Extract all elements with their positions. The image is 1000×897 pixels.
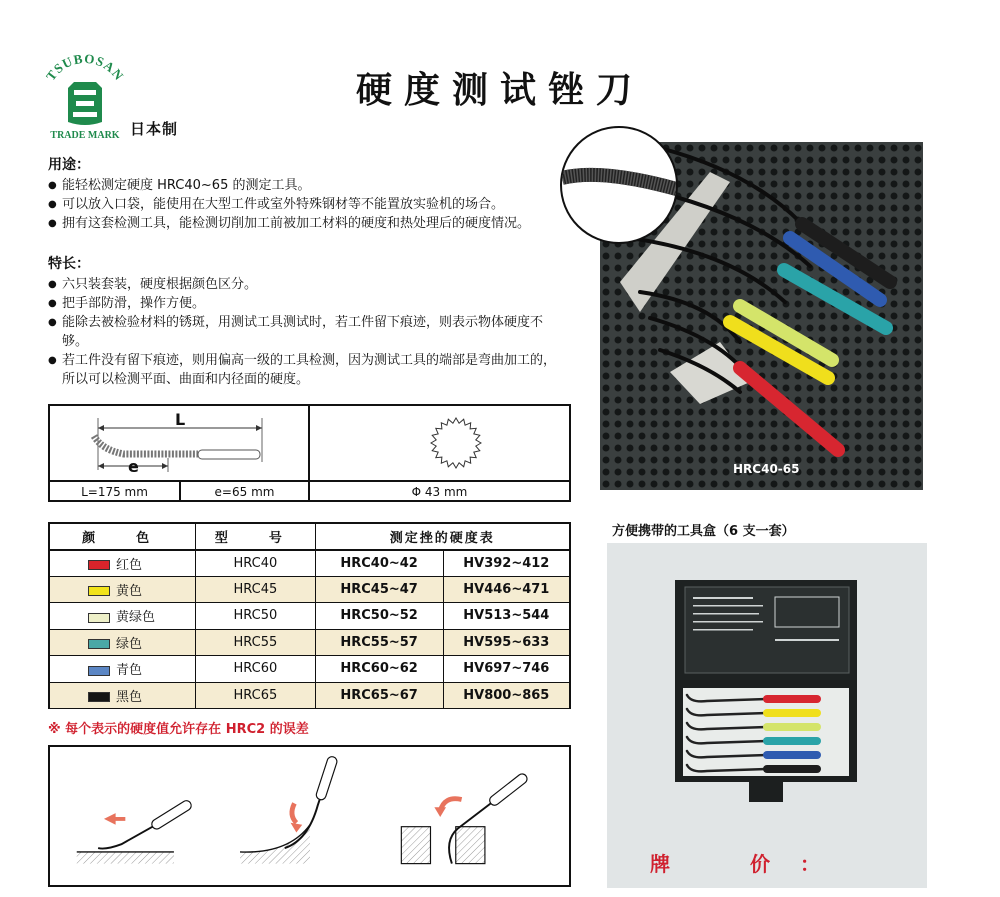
color-swatch <box>88 639 110 649</box>
uses-heading: 用途： <box>48 157 90 173</box>
features-item: ● 若工件没有留下痕迹，则用偏高一级的工具检测，因为测试工具的端部是弯曲加工的，所以可以检测平面、曲面和内径面的硬度。 <box>48 351 568 389</box>
toolbox-photo-area <box>607 543 927 888</box>
color-swatch <box>88 586 110 596</box>
hardness-table <box>48 522 571 709</box>
header-color: 颜 色 <box>49 523 196 550</box>
toolbox-illustration <box>607 543 927 888</box>
file-cross-section-icon <box>310 406 570 480</box>
uses-item: ● 拥有这套检测工具，能检测切削加工前被加工材料的硬度和热处理后的硬度情况。 <box>48 214 568 233</box>
photo-label: HRC40-65 <box>733 462 800 476</box>
color-name: 青色 <box>116 663 143 679</box>
hrc-range-cell: HRC60~62 <box>315 656 443 683</box>
curved-surface-illustration <box>240 755 338 863</box>
table-row <box>49 682 570 709</box>
table-row <box>49 603 570 630</box>
uses-item: ● 可以放入口袋，能使用在大型工件或室外特殊钢材等不能置放实验机的场合。 <box>48 195 568 214</box>
hv-range-cell: HV595~633 <box>443 629 570 656</box>
tolerance-note: ※ 每个表示的硬度值允许存在 HRC2 的误差 <box>48 722 309 737</box>
color-name: 黑色 <box>116 689 143 705</box>
uses-item: ● 能轻松测定硬度 HRC40~65 的测定工具。 <box>48 176 568 195</box>
table-row <box>49 629 570 656</box>
hv-range-cell: HV800~865 <box>443 682 570 709</box>
flat-surface-illustration <box>77 799 193 864</box>
page-title: 硬度测试锉刀 <box>355 70 644 111</box>
gear-outline <box>431 418 481 468</box>
hv-range-cell: HV392~412 <box>443 550 570 577</box>
model-cell: HRC60 <box>196 656 315 683</box>
hrc-range-cell: HRC65~67 <box>315 682 443 709</box>
color-swatch <box>88 613 110 623</box>
color-name: 绿色 <box>116 636 143 652</box>
color-cell <box>49 603 196 630</box>
effective-value: e=65 mm <box>214 485 275 499</box>
model-cell: HRC65 <box>196 682 315 709</box>
color-swatch <box>88 692 110 702</box>
hrc-range-cell: HRC40~42 <box>315 550 443 577</box>
color-swatch <box>88 666 110 676</box>
model-cell: HRC40 <box>196 550 315 577</box>
box-caption: 方便携带的工具盒（6 支一套） <box>612 524 795 539</box>
features-section <box>48 255 568 389</box>
price-label: 牌 价： <box>650 852 850 876</box>
table-row <box>49 656 570 683</box>
detail-zoom-circle <box>560 126 678 244</box>
header-model: 型 号 <box>196 523 315 550</box>
color-swatch <box>88 560 110 570</box>
hv-range-cell: HV446~471 <box>443 576 570 603</box>
hv-range-cell: HV697~746 <box>443 656 570 683</box>
hrc-range-cell: HRC45~47 <box>315 576 443 603</box>
header-hardness: 测定挫的硬度表 <box>315 523 570 550</box>
model-cell: HRC45 <box>196 576 315 603</box>
table-row <box>49 576 570 603</box>
color-cell <box>49 682 196 709</box>
brand-name: TSUBOSAN <box>42 52 128 84</box>
length-value: L=175 mm <box>81 485 148 499</box>
file-dimension-diagram <box>50 406 306 480</box>
features-item: ● 能除去被检验材料的锈斑，用测试工具测试时，若工件留下痕迹，则表示物体硬度不够。 <box>48 313 568 351</box>
hrc-range-cell: HRC50~52 <box>315 603 443 630</box>
color-cell <box>49 629 196 656</box>
color-cell <box>49 576 196 603</box>
hrc-range-cell: HRC55~57 <box>315 629 443 656</box>
hv-range-cell: HV513~544 <box>443 603 570 630</box>
color-cell <box>49 656 196 683</box>
made-in-label: 日本制 <box>130 120 179 138</box>
effective-label: e <box>128 457 139 476</box>
length-label: L <box>175 410 186 429</box>
diameter-value: Φ 43 mm <box>411 485 468 499</box>
features-heading: 特长： <box>48 256 90 272</box>
features-item: ● 把手部防滑，操作方便。 <box>48 294 568 313</box>
color-name: 黄绿色 <box>116 610 156 626</box>
trademark-text: TRADE MARK <box>50 130 120 140</box>
model-cell: HRC55 <box>196 629 315 656</box>
uses-section <box>48 156 568 233</box>
dimension-table <box>48 404 571 502</box>
usage-illustrations <box>48 745 571 887</box>
features-item: ● 六只装套装，硬度根据颜色区分。 <box>48 275 568 294</box>
color-name: 红色 <box>116 557 143 573</box>
color-cell <box>49 550 196 577</box>
color-name: 黄色 <box>116 583 143 599</box>
inner-diameter-illustration <box>401 772 529 864</box>
model-cell: HRC50 <box>196 603 315 630</box>
table-row <box>49 550 570 577</box>
